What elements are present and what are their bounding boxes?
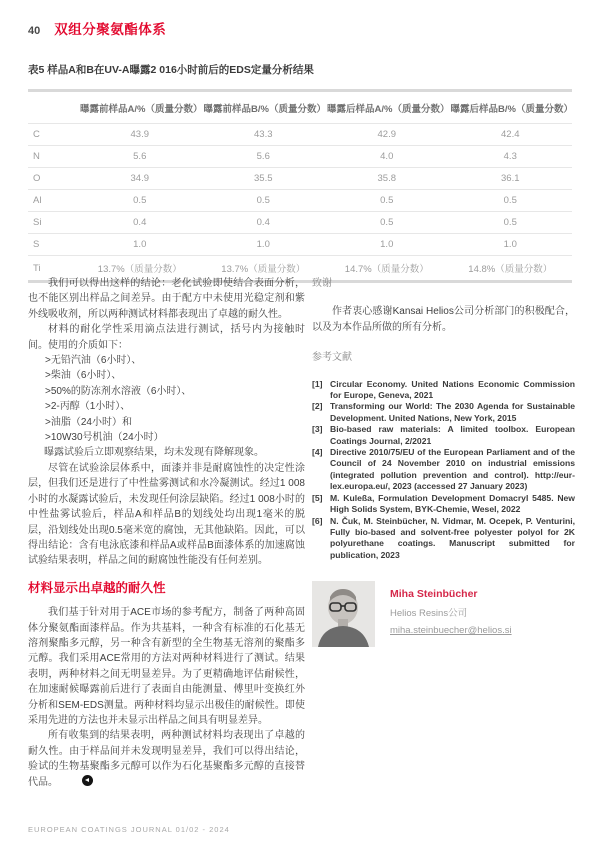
table-cell: 0.5 (325, 190, 449, 212)
column-header: 曝露前样品B/%（质量分数） (203, 104, 326, 115)
reference-item (312, 516, 575, 562)
reference-text: Transforming our World: The 2030 Agenda for Sustainable Development. United Nations, New York, 2015 (330, 401, 575, 423)
table-cell: 4.3 (449, 146, 573, 168)
reference-item (312, 424, 575, 447)
reference-text: M. Kuleßa, Formulation Development Domacryl 5485. New High Solids System, BYK-Chemie, Wesel, 2022 (330, 492, 575, 515)
element-label: S (28, 234, 78, 256)
body-paragraph: 材料的耐化学性采用滴点法进行测试，括号内为接触时间。使用的介质如下： (28, 324, 305, 351)
table-row (28, 212, 572, 234)
table-cell: 14.8%（质量分数） (449, 256, 573, 282)
reference-item (312, 379, 575, 402)
table-caption: 表5 样品A和B在UV-A曝露2 016小时前后的EDS定量分析结果 (28, 64, 314, 76)
table-cell: 1.0 (449, 234, 573, 256)
reference-text: Directive 2010/75/EU of the European Parliament and of the Council of 24 November 2010 on industrial emissions (integrated pollution prevention and control). http://eur-lex.europa.eu/, 2023 (accessed 27 January 2023) (330, 447, 575, 492)
table-cell: 0.4 (202, 212, 326, 234)
table-cell: 0.5 (449, 212, 573, 234)
table-cell: 14.7%（质量分数） (325, 256, 449, 282)
end-of-article-icon (82, 775, 93, 786)
body-paragraph: 曝露试验后立即观察结果，均未发现有降解现象。 (44, 447, 264, 459)
table-cell: 13.7%（质量分数） (202, 256, 326, 282)
column-header: 曝露后样品A/%（质量分数） (327, 104, 450, 115)
test-media-list (28, 353, 305, 445)
author-photo (312, 581, 375, 647)
list-item: >柴油（6小时）、 (45, 370, 122, 382)
table-cell: 1.0 (202, 234, 326, 256)
body-paragraph: 尽管在试验涂层体系中，面漆并非是耐腐蚀性的决定性涂层，但我们还是进行了中性盐雾测试和水冷凝测试。经过1 008小时的水凝露试验后，未发现任何涂层缺陷。经过1 008小时的中性盐雾试验后，样品A和样品B的划线处均出现1毫米的脱层，沿划线处出现0.5毫米宽的腐蚀，无其他缺陷。因此，可以得出结论：含有电泳底漆和样品A或样品B面漆体系的加速腐蚀试验结果表明，样品之间的耐腐蚀性能没有任何差别。 (28, 462, 305, 567)
list-item: >2-丙醇（1小时）、 (45, 401, 131, 413)
table-cell: 0.5 (202, 190, 326, 212)
table-cell: 36.1 (449, 168, 573, 190)
author-email-link[interactable]: miha.steinbuecher@helios.si (390, 624, 512, 636)
table-cell: 5.6 (78, 146, 202, 168)
body-paragraph: 我们可以得出这样的结论：老化试验即使结合表面分析，也不能区别出样品之间差异。由于配方中未使用光稳定剂和紫外线吸收剂，所以两种测试材料都表现出了卓越的耐久性。 (28, 278, 305, 320)
table-row (28, 124, 572, 146)
table-cell: 5.6 (202, 146, 326, 168)
page-number: 40 (28, 25, 41, 37)
table-cell: 0.5 (78, 190, 202, 212)
table-cell: 0.4 (78, 212, 202, 234)
author-info (390, 581, 512, 647)
list-item: >无铅汽油（6小时）、 (45, 355, 142, 367)
body-paragraph (28, 728, 305, 790)
acknowledgment-text: 作者衷心感谢Kansai Helios公司分析部门的积极配合，以及为本作品所做的所有分析。 (312, 306, 575, 333)
table-cell: 1.0 (78, 234, 202, 256)
table-header-row (28, 91, 572, 124)
list-item: >油脂（24小时）和 (45, 416, 132, 428)
table-cell: 0.5 (449, 190, 573, 212)
table-row (28, 190, 572, 212)
author-block (312, 581, 575, 647)
reference-item (312, 493, 575, 516)
table-cell: 42.4 (449, 124, 573, 146)
reference-number: [2] (312, 401, 323, 412)
section-title: 双组分聚氨酯体系 (54, 22, 167, 37)
author-name: Miha Steinbücher (390, 588, 478, 601)
table-cell: 43.3 (202, 124, 326, 146)
references-heading: 参考文献 (312, 352, 352, 364)
reference-number: [6] (312, 515, 323, 526)
author-company: Helios Resins公司 (390, 607, 468, 619)
closing-paragraph: 所有收集到的结果表明，两种测试材料均表现出了卓越的耐久性。由于样品间并未发现明显差异，我们可以得出结论，验试的生物基聚酯多元醇可以作为石化基聚酯多元醇的直接替代品。 (28, 730, 305, 788)
table-cell: 42.9 (325, 124, 449, 146)
table-row (28, 168, 572, 190)
table-row (28, 146, 572, 168)
column-header: 曝露后样品B/%（质量分数） (450, 104, 573, 115)
element-column-header (28, 91, 78, 124)
reference-number: [1] (312, 378, 323, 389)
right-column (312, 276, 575, 647)
page-footer: EUROPEAN COATINGS JOURNAL 01/02 - 2024 (28, 825, 230, 834)
table-cell: 13.7%（质量分数） (78, 256, 202, 282)
table-cell: 35.8 (325, 168, 449, 190)
element-label: Ti (28, 256, 78, 282)
table-cell: 1.0 (325, 234, 449, 256)
table-cell: 34.9 (78, 168, 202, 190)
table-cell: 35.5 (202, 168, 326, 190)
body-paragraph: 我们基于针对用于ACE市场的参考配方，制备了两种高固体分聚氨酯面漆样品。作为共基料，一种含有标准的石化基无溶剂聚酯多元醇，另一种含有新型的全生物基无溶剂的聚酯多元醇。我们采用ACE常用的方法对两种材料进行了测试。结果表明，两种材料之间无明显差异。为了更精确地评估耐候性，在加速耐候曝露前后进行了表面自由能测量、傅里叶变换红外分析和SEM-EDS测量。两种材料均显示出极佳的耐候性。即使采用先进的方法也并未显示出样品之间具有明显差异。 (28, 607, 305, 726)
element-label: O (28, 168, 78, 190)
table-cell: 43.9 (78, 124, 202, 146)
element-label: C (28, 124, 78, 146)
table-cell: 0.5 (325, 212, 449, 234)
section-heading: 材料显示出卓越的耐久性 (28, 580, 166, 595)
reference-text: N. Čuk, M. Steinbücher, N. Vidmar, M. Ocepek, P. Venturini, Fully bio-based and solvent-free polyester polyol for 2K polyurethane coatings. Manuscript submitted for publication, 2023 (330, 515, 575, 560)
eds-table (28, 89, 572, 283)
column-header: 曝露前样品A/%（质量分数） (80, 104, 203, 115)
reference-number: [3] (312, 424, 323, 435)
reference-text: Bio-based raw materials: A limited toolbox. European Coatings Journal, 2/2021 (330, 424, 575, 446)
page-header (28, 18, 166, 38)
list-item: >50%的防冻剂水溶液（6小时）、 (45, 385, 192, 397)
table-row (28, 234, 572, 256)
eds-table-container (28, 89, 572, 283)
acknowledgment-heading: 致谢 (312, 278, 332, 289)
element-label: Si (28, 212, 78, 234)
reference-number: [4] (312, 447, 323, 458)
reference-number: [5] (312, 492, 323, 503)
table-cell: 4.0 (325, 146, 449, 168)
reference-text: Circular Economy. United Nations Economic Commission for Europe, Geneva, 2021 (330, 378, 575, 401)
reference-item (312, 401, 575, 424)
reference-list (312, 379, 575, 562)
left-column (28, 276, 305, 790)
element-label: N (28, 146, 78, 168)
list-item: >10W30号机油（24小时） (45, 432, 164, 444)
element-label: Al (28, 190, 78, 212)
reference-item (312, 447, 575, 493)
